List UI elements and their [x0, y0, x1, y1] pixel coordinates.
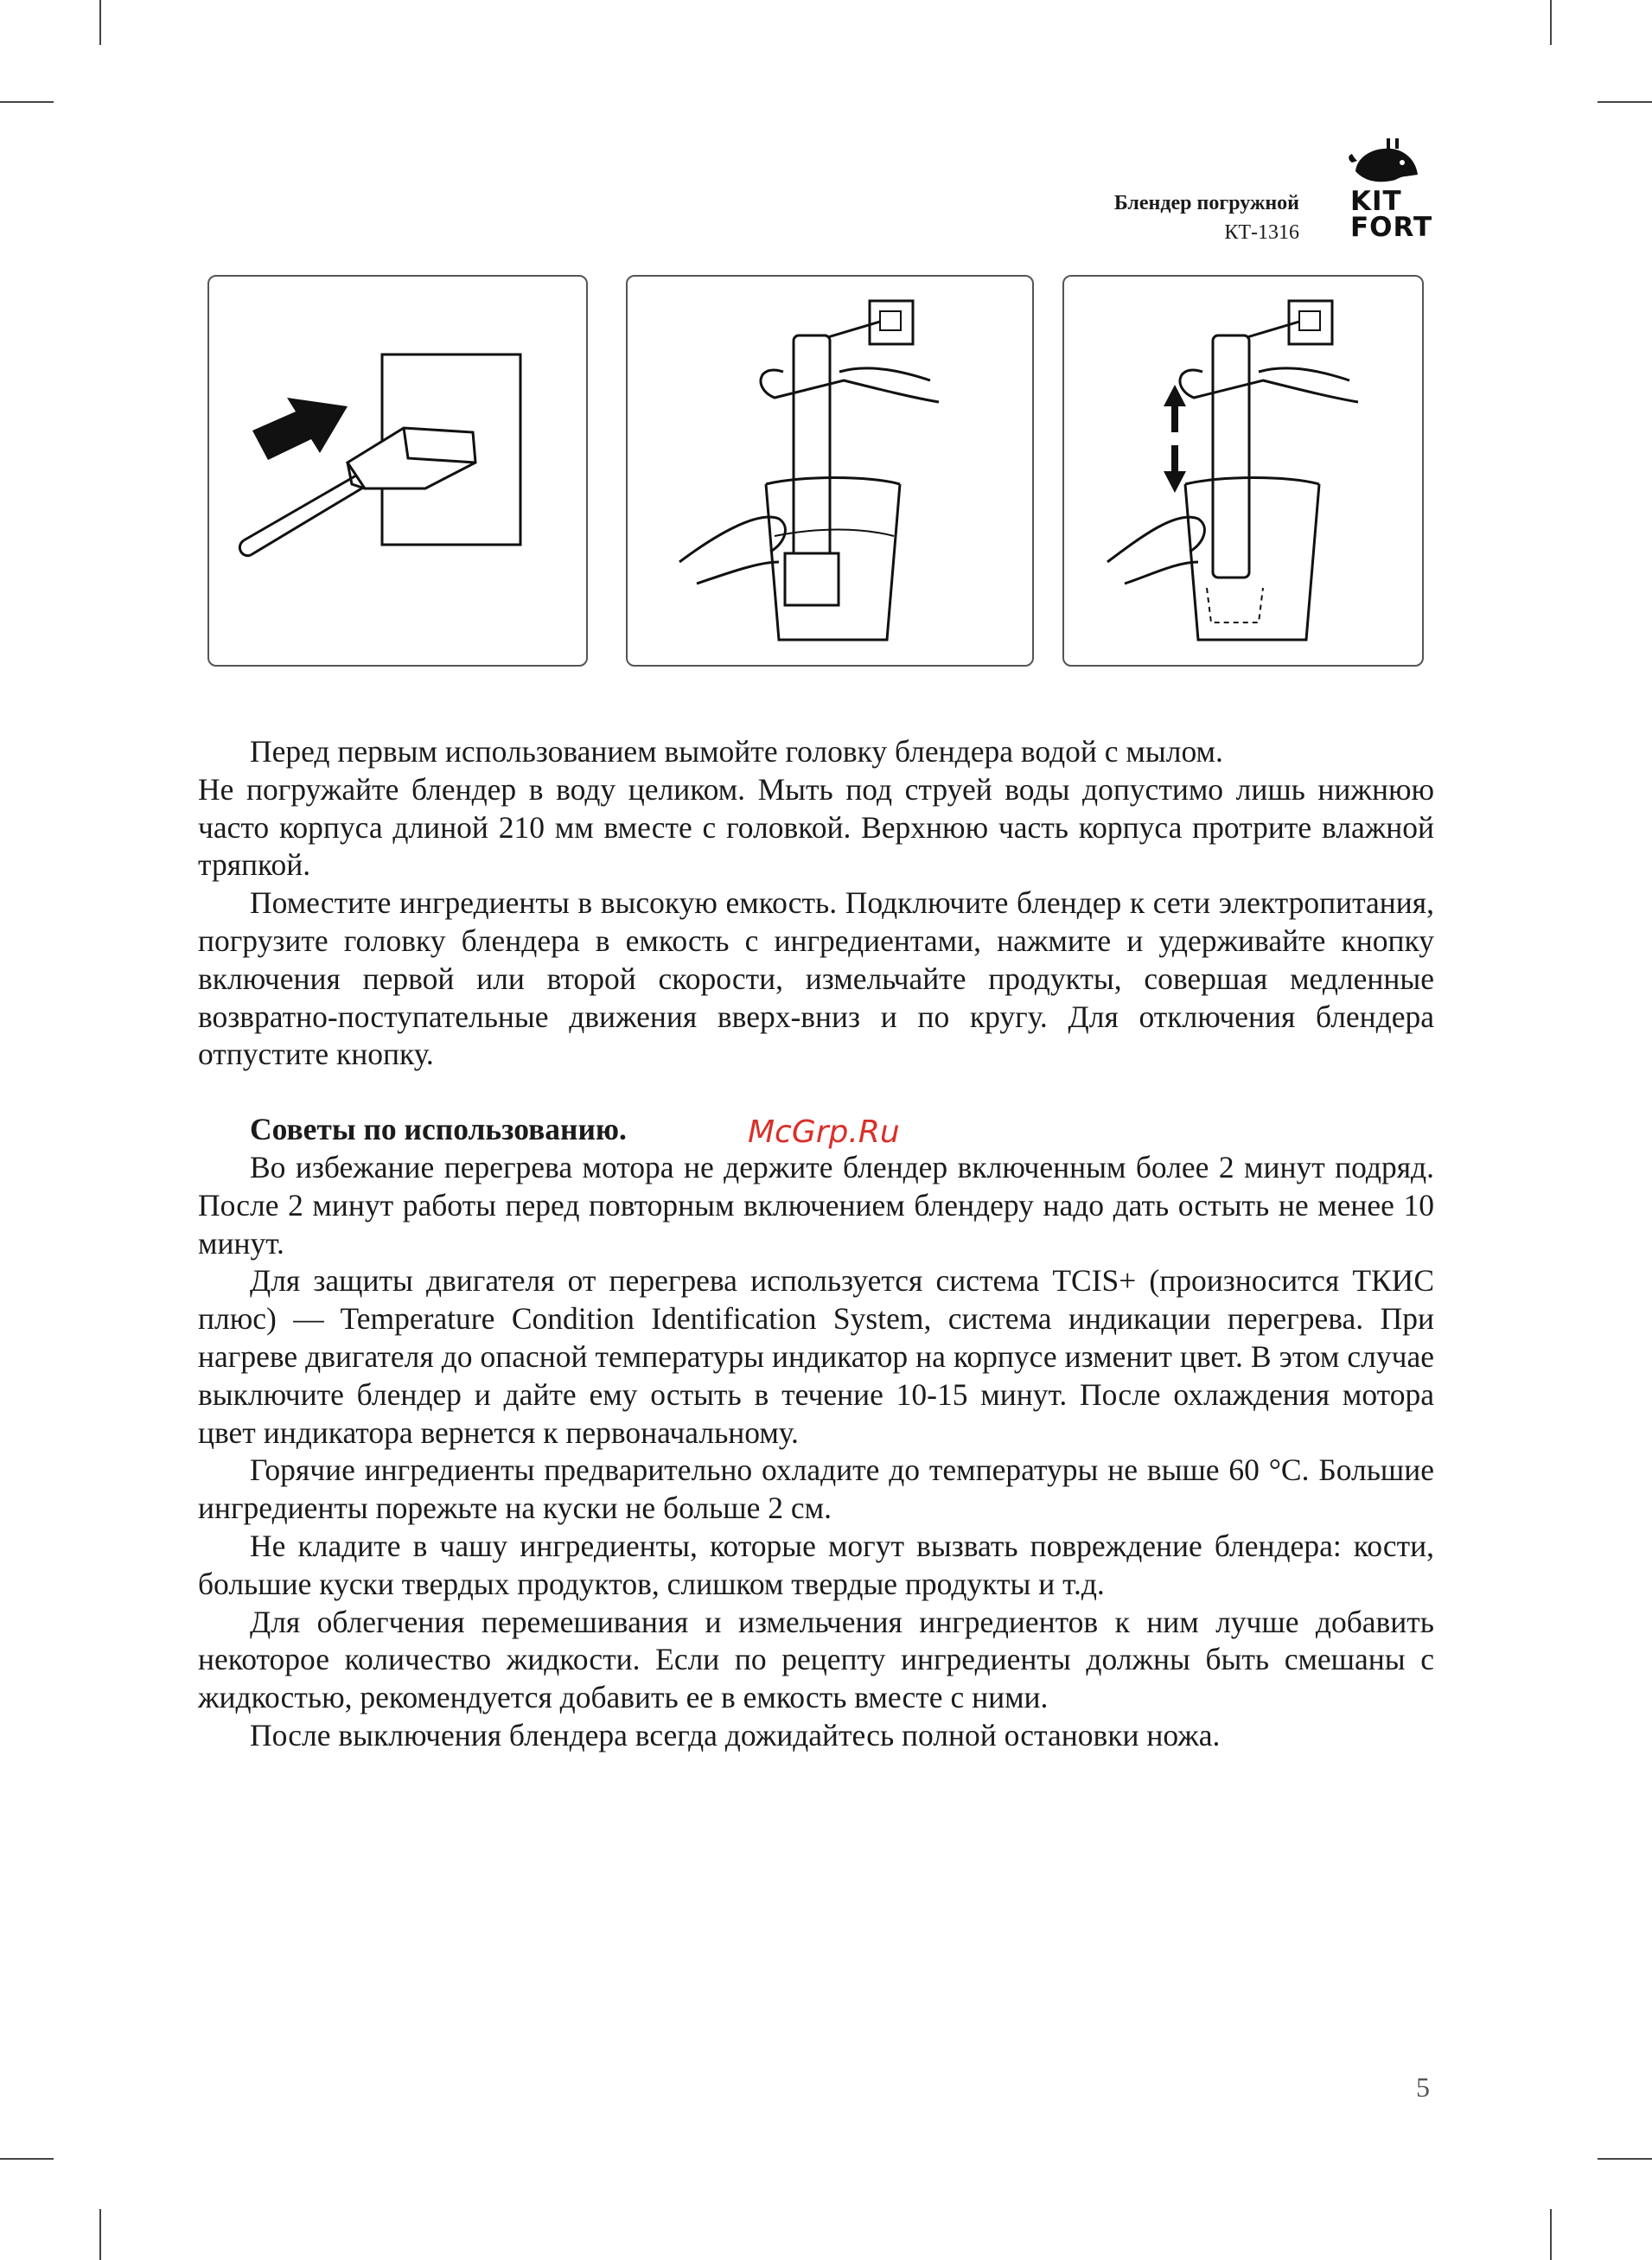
- watermark[interactable]: McGrp.Ru: [748, 1114, 900, 1150]
- paragraph: После выключения блендера всегда дожидайтесь полной остановки ножа.: [250, 1717, 1221, 1752]
- brand-logo: [1349, 137, 1444, 243]
- model-number: КТ-1316: [1224, 221, 1299, 244]
- paragraph: Для облегчения перемешивания и измельчения ингредиентов к ним лучше добавить некоторое количество жидкости. Если по рецепту ингредиенты должны быть смешаны с жидкостью, рекомендуется добавить ее в емкость вместе с ними.: [198, 1604, 1434, 1715]
- paragraph: Поместите ингредиенты в высокую емкость. Подключите блендер к сети электропитания, погрузите головку блендера в емкость с ингредиентами, нажмите и удерживайте кнопку включения первой или второй скорости, измельчайте продукты, совершая медленные возвратно-поступательные движения вверх-вниз и по кругу. Для отключения блендера отпустите кнопку.: [198, 885, 1434, 1072]
- logo-line-fort: FORT: [1350, 212, 1433, 243]
- crop-mark: [1550, 2209, 1552, 2260]
- instructions-text: [198, 733, 1434, 1755]
- paragraph: Не погружайте блендер в воду целиком. Мыть под струей воды допустимо лишь нижнюю часто корпуса длиной 210 мм вместе с головкой. Верхнюю часть корпуса протрите влажной тряпкой.: [198, 771, 1434, 883]
- paragraph: Для защиты двигателя от перегрева используется система TCIS+ (произносится ТКИС плюс) — Temperature Condition Identification System, система индикации перегрева. При нагреве двигателя до опасной температуры индикатор на корпусе изменит цвет. В этом случае выключите блендер и дайте ему остыть в течение 10-15 минут. После охлаждения мотора цвет индикатора вернется к первоначальному.: [198, 1263, 1434, 1450]
- crop-mark: [99, 2209, 101, 2260]
- figure-plug-socket: [207, 275, 588, 667]
- paragraph: Не кладите в чашу ингредиенты, которые могут вызвать повреждение блендера: кости, большие куски твердых продуктов, слишком твердые продукты и т.д.: [198, 1528, 1434, 1601]
- header-title-block: [1114, 188, 1299, 247]
- crop-mark: [0, 2158, 54, 2160]
- figure-blender-glass: [626, 275, 1034, 667]
- paragraph: Во избежание перегрева мотора не держите блендер включенным более 2 минут подряд. После 2 минут работы перед повторным включением блендеру надо дать остыть не менее 10 минут.: [198, 1149, 1434, 1261]
- crop-mark: [1598, 2158, 1652, 2160]
- plug-into-socket-illustration: [209, 277, 586, 665]
- kitfort-whale-plug-icon: [1349, 137, 1426, 185]
- paragraph: Горячие ингредиенты предварительно охладите до температуры не выше 60 °C. Большие ингредиенты порежьте на куски не больше 2 см.: [198, 1452, 1434, 1526]
- logo-line-kit: KIT: [1350, 186, 1402, 217]
- section-heading: Советы по использованию.: [250, 1112, 627, 1147]
- page-number: 5: [1416, 2072, 1430, 2103]
- crop-mark: [1550, 0, 1552, 45]
- crop-mark: [1598, 101, 1652, 103]
- crop-mark: [99, 0, 101, 45]
- paragraph: Перед первым использованием вымойте головку блендера водой с мылом.: [250, 734, 1223, 769]
- product-name: Блендер погружной: [1113, 192, 1299, 214]
- figure-blender-motion: [1062, 275, 1424, 667]
- blender-in-glass-illustration: [628, 277, 1032, 665]
- blender-up-down-motion-illustration: [1064, 277, 1422, 665]
- crop-mark: [0, 101, 54, 103]
